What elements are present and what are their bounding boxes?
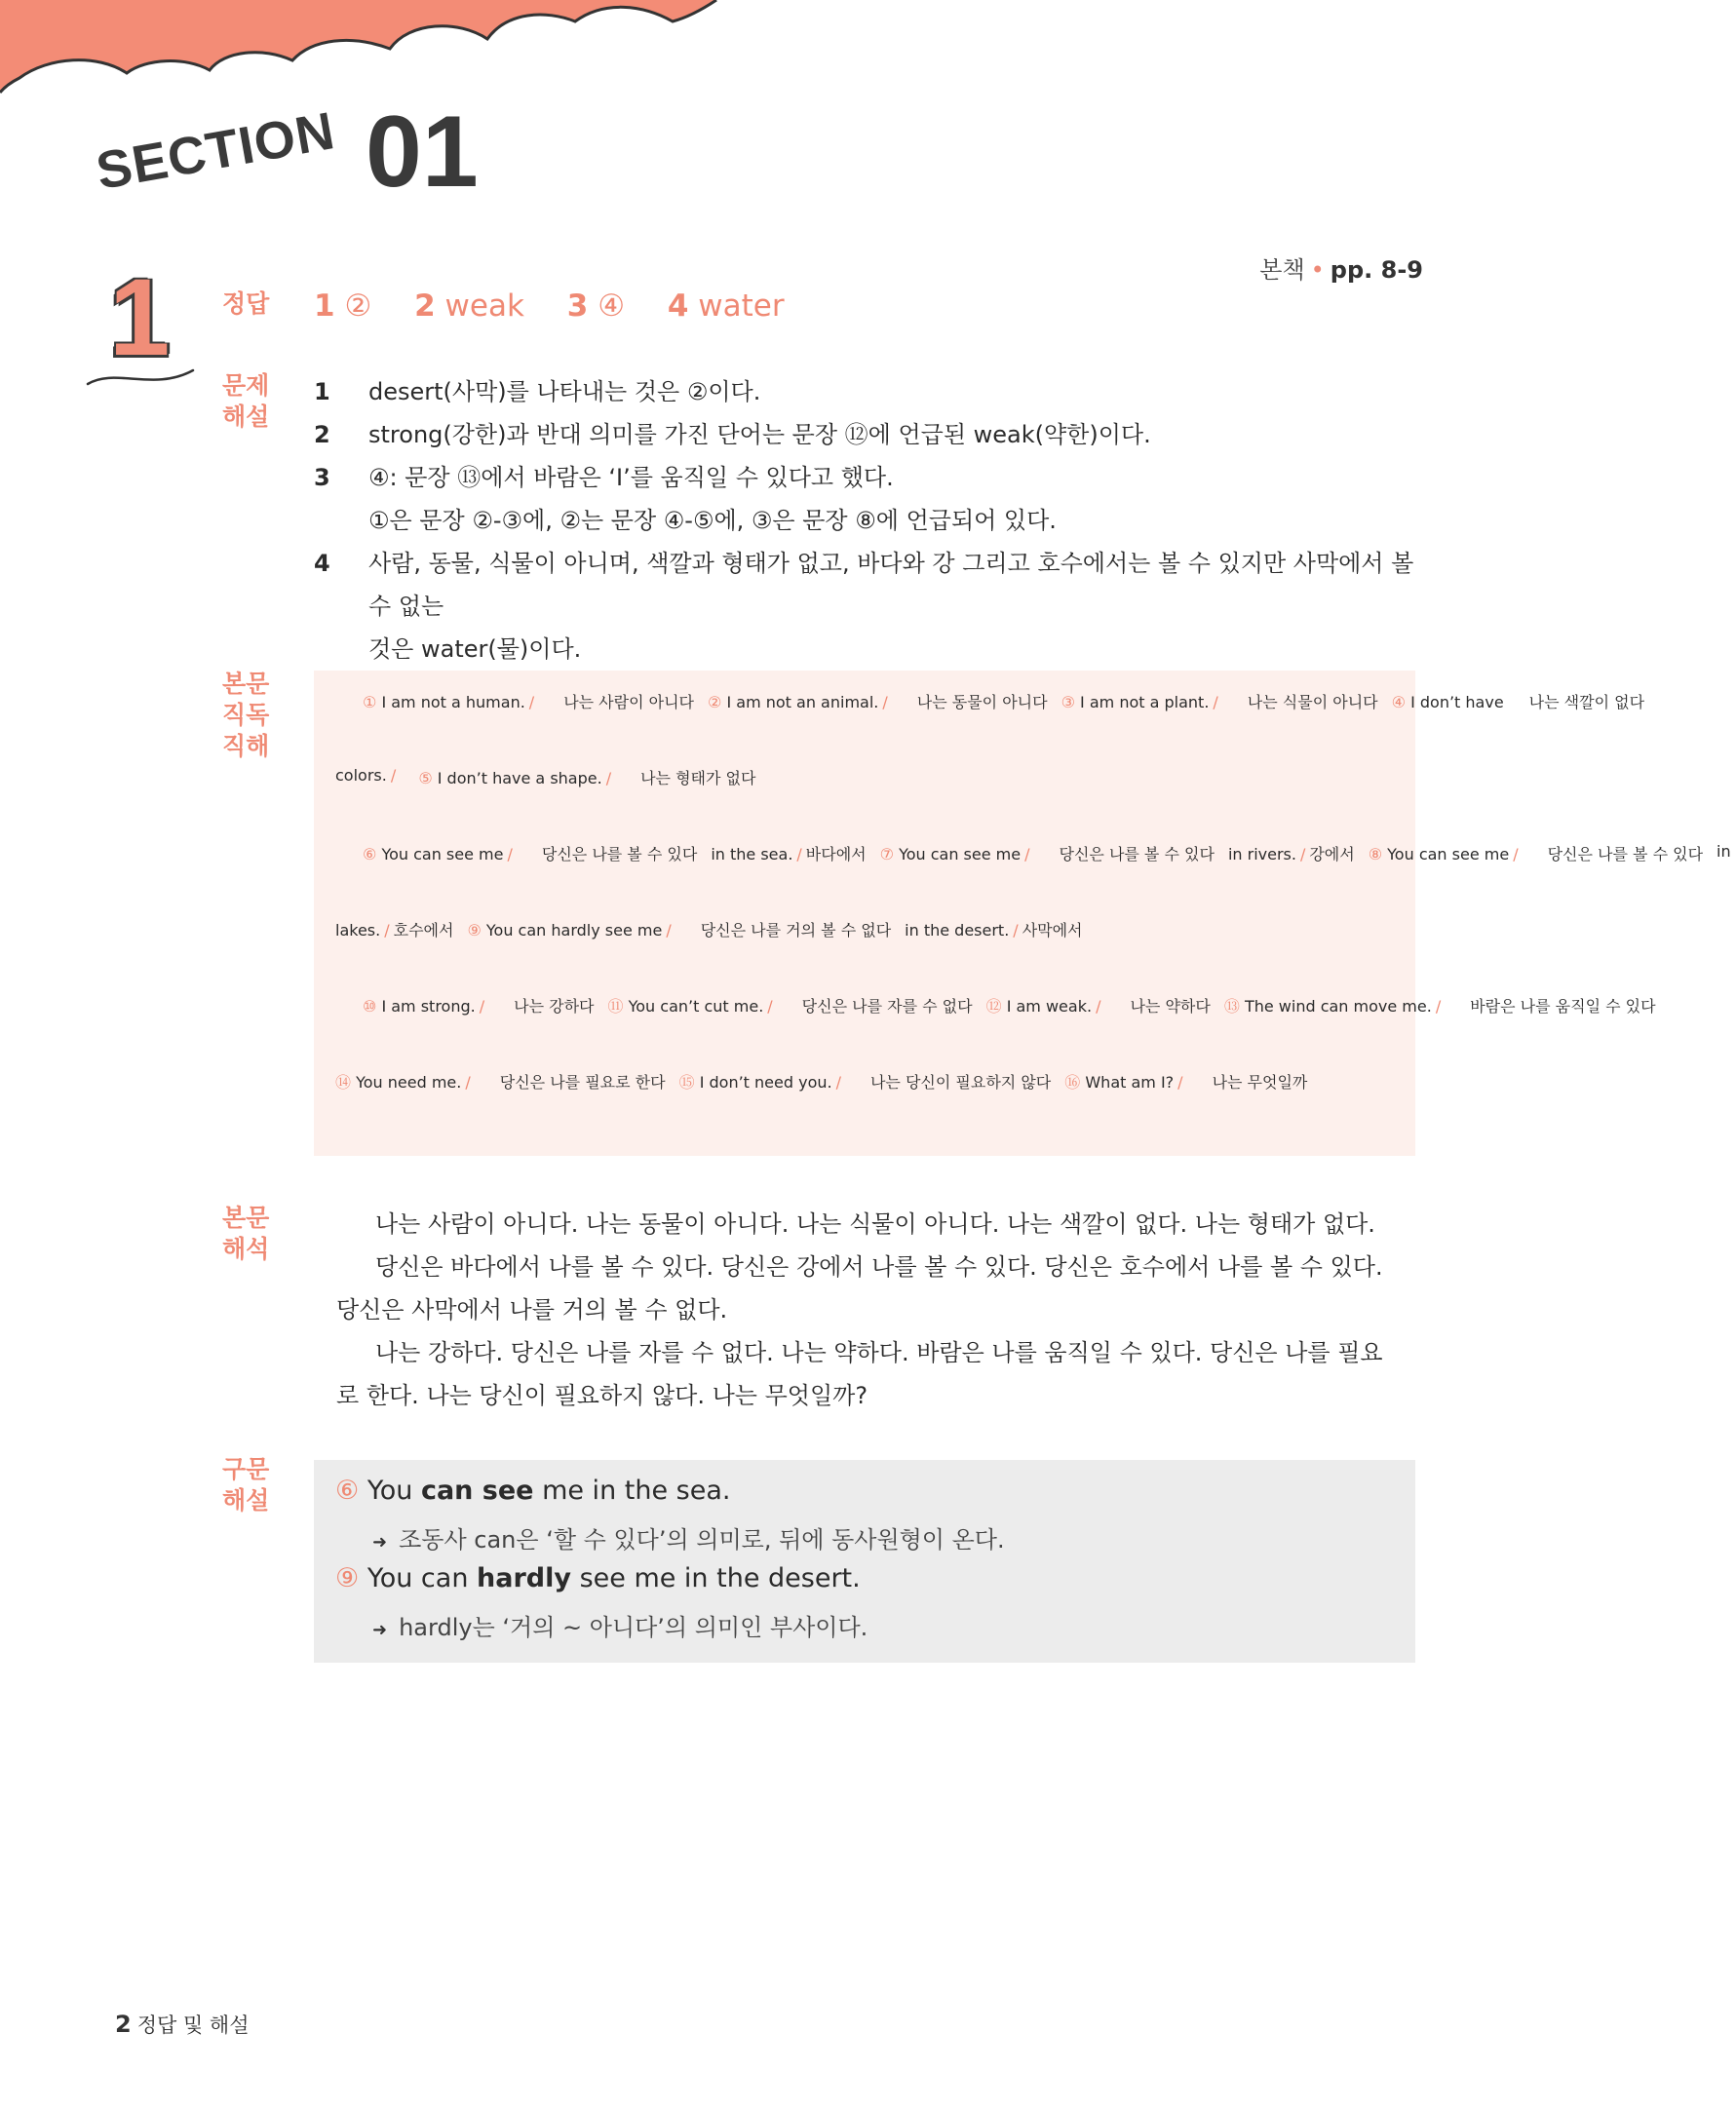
explanation-item: 3 ④: 문장 ⑬에서 바람은 ‘I’를 움직일 수 있다고 했다. ①은 문장 ②-③에, ②는 문장 ④-⑤에, ③은 문장 ⑧에 언급되어 있다. (314, 464, 1057, 534)
sentence-number: ⑬ (1223, 997, 1240, 1016)
sentence-number: ⑦ (879, 845, 894, 863)
reading-chunk (679, 1070, 1052, 1093)
english-chunk: ② I am not an animal. / (708, 693, 888, 711)
reading-chunk (335, 918, 453, 940)
slash-divider: / (465, 1073, 471, 1092)
slash-divider: / (767, 997, 773, 1016)
slash-divider: / (1513, 845, 1519, 863)
slash-divider: / (507, 845, 513, 863)
reading-chunk (986, 994, 1211, 1017)
korean-gloss: 나는 동물이 아니다 (916, 693, 1048, 711)
korean-gloss: 사막에서 (1022, 921, 1083, 940)
english-chunk: ④ I don’t have (1391, 693, 1504, 711)
korean-gloss (400, 766, 405, 785)
korean-gloss: 나는 무엇일까 (1212, 1073, 1308, 1092)
english-chunk: ⑬ The wind can move me. / (1223, 997, 1442, 1016)
reading-chunk (880, 842, 1215, 864)
english-chunk: ⑥ You can see me / (363, 845, 513, 863)
label-direct-reading: 본문 직독 직해 (222, 670, 270, 760)
explanation-item: 2 strong(강한)과 반대 의미를 가진 단어는 문장 ⑫에 언급된 weak(약한)이다. (314, 421, 1151, 448)
reading-chunk (335, 1070, 666, 1093)
sentence-number: ⑩ (363, 997, 377, 1016)
sentence-number: ⑯ (1064, 1073, 1081, 1092)
grammar-note: ➜ 조동사 can은 ‘할 수 있다’의 의미로, 뒤에 동사원형이 온다. (372, 1526, 1005, 1554)
english-chunk: ⑧ You can see me / (1368, 845, 1519, 863)
korean-gloss: 호수에서 (393, 921, 454, 940)
english-chunk: ⑯ What am I? / (1064, 1073, 1183, 1092)
reading-line (363, 690, 1644, 712)
page-footer: 2 정답 및 해설 (115, 2011, 250, 2038)
sentence-number: ⑫ (985, 997, 1002, 1016)
label-grammar: 구문 해설 (222, 1455, 270, 1515)
english-chunk: colors. / (335, 766, 397, 785)
korean-gloss: 당신은 나를 볼 수 있다 (541, 845, 698, 863)
sentence-number: ④ (1391, 693, 1406, 711)
korean-gloss: 바다에서 (805, 845, 867, 863)
slash-divider: / (605, 769, 612, 787)
sentence-number: ⑮ (678, 1073, 695, 1092)
english-chunk: in the desert. / (905, 921, 1019, 940)
korean-gloss: 나는 식물이 아니다 (1247, 693, 1378, 711)
korean-gloss: 나는 약하다 (1130, 997, 1211, 1016)
slash-divider: / (666, 921, 672, 940)
grammar-note: ➜ hardly는 ‘거의 ~ 아니다’의 의미인 부사이다. (372, 1614, 868, 1641)
page-ref-book: 본책 (1259, 256, 1305, 284)
english-chunk: ⑪ You can’t cut me. / (607, 997, 773, 1016)
sentence-number: ① (363, 693, 377, 711)
reading-chunk (335, 766, 405, 788)
reading-chunk (1228, 842, 1355, 864)
english-chunk: ⑮ I don’t need you. / (678, 1073, 841, 1092)
slash-divider: / (1177, 1073, 1183, 1092)
english-chunk: ⑭ You need me. / (335, 1073, 471, 1092)
korean-gloss: 나는 강하다 (514, 997, 595, 1016)
slash-divider: / (796, 845, 802, 863)
reading-chunk (1224, 994, 1656, 1017)
translation-paragraph: 나는 강하다. 당신은 나를 자를 수 없다. 나는 약하다. 바람은 나를 움직일 수 있다. 당신은 나를 필요로 한다. 나는 당신이 필요하지 않다. 나는 무엇일까? (336, 1339, 1383, 1409)
slash-divider: / (479, 997, 485, 1016)
direct-reading-box (314, 671, 1731, 1156)
label-answer: 정답 (222, 289, 270, 318)
label-translation: 본문 해석 (222, 1204, 270, 1263)
translation-text (336, 1203, 1399, 1417)
korean-gloss: 나는 당신이 필요하지 않다 (869, 1073, 1052, 1092)
translation-paragraph: 당신은 바다에서 나를 볼 수 있다. 당신은 강에서 나를 볼 수 있다. 당신은 호수에서 나를 볼 수 있다. 당신은 사막에서 나를 거의 볼 수 없다. (336, 1253, 1383, 1324)
slash-divider: / (1213, 693, 1218, 711)
reading-chunk (363, 690, 694, 712)
answer-item: 2 weak (414, 288, 524, 324)
answer-item: 4 water (667, 288, 785, 324)
reading-chunk (1064, 1070, 1307, 1093)
page-reference (1259, 250, 1423, 285)
sentence-number: ⑪ (607, 997, 624, 1016)
korean-gloss: 강에서 (1309, 845, 1355, 863)
arrow-right-icon: ➜ (372, 1532, 388, 1553)
reading-chunk (1369, 842, 1703, 864)
answer-item: 3 ④ (566, 288, 625, 324)
korean-gloss: 나는 형태가 없다 (640, 769, 756, 787)
korean-gloss: 당신은 나를 볼 수 있다 (1059, 845, 1215, 863)
slash-divider: / (1024, 845, 1030, 863)
translation-paragraph: 나는 사람이 아니다. 나는 동물이 아니다. 나는 식물이 아니다. 나는 색깔이 없다. 나는 형태가 없다. (375, 1210, 1375, 1238)
sentence-number: ⑭ (335, 1073, 352, 1092)
english-chunk: in (1717, 842, 1731, 861)
slash-divider: / (1435, 997, 1442, 1016)
reading-chunk (1392, 690, 1644, 712)
english-chunk: in the sea. / (711, 845, 802, 863)
english-chunk: lakes. / (335, 921, 390, 940)
english-chunk: ⑨ You can hardly see me / (467, 921, 672, 940)
sentence-number: ② (708, 693, 722, 711)
english-chunk: ⑫ I am weak. / (985, 997, 1101, 1016)
sentence-number: ⑨ (467, 921, 482, 940)
reading-chunk (363, 842, 697, 864)
sentence-number: ③ (1061, 693, 1075, 711)
sentence-number: ⑤ (418, 769, 433, 787)
page-ref-pages: pp. 8-9 (1330, 256, 1423, 284)
unit-number: 1 (109, 256, 171, 378)
slash-divider: / (384, 921, 390, 940)
reading-chunk (1061, 690, 1378, 712)
grammar-sentence: ⑥ You can see me in the sea. (335, 1476, 731, 1506)
sentence-number: ⑥ (363, 845, 377, 863)
slash-divider: / (528, 693, 535, 711)
arrow-right-icon: ➜ (372, 1620, 388, 1640)
explanation-item: 1 desert(사막)를 나타내는 것은 ②이다. (314, 378, 761, 405)
grammar-box (314, 1460, 1415, 1663)
section-word: SECTION (92, 101, 340, 202)
slash-divider: / (882, 693, 888, 711)
reading-chunk (708, 690, 1048, 712)
english-chunk: in rivers. / (1227, 845, 1306, 863)
english-chunk: ③ I am not a plant. / (1061, 693, 1218, 711)
korean-gloss: 당신은 나를 필요로 한다 (499, 1073, 666, 1092)
reading-line (335, 918, 1083, 940)
korean-gloss: 나는 색깔이 없다 (1528, 693, 1645, 711)
reading-line (363, 994, 1656, 1017)
korean-gloss: 당신은 나를 볼 수 있다 (1547, 845, 1704, 863)
section-number: 01 (366, 96, 479, 209)
english-chunk: ⑤ I don’t have a shape. / (418, 769, 612, 787)
reading-chunk (418, 766, 755, 788)
english-chunk: ⑦ You can see me / (879, 845, 1030, 863)
korean-gloss: 당신은 나를 거의 볼 수 없다 (700, 921, 892, 940)
slash-divider: / (835, 1073, 841, 1092)
sentence-number: ⑧ (1368, 845, 1383, 863)
grammar-sentence: ⑨ You can hardly see me in the desert. (335, 1563, 861, 1593)
reading-chunk (608, 994, 973, 1017)
english-chunk: ⑩ I am strong. / (363, 997, 485, 1016)
reading-chunk (905, 918, 1082, 940)
answer-list (314, 288, 818, 324)
slash-divider: / (390, 766, 397, 785)
slash-divider: / (1013, 921, 1019, 940)
reading-chunk (711, 842, 866, 864)
english-chunk: ① I am not a human. / (363, 693, 535, 711)
korean-gloss: 당신은 나를 자를 수 없다 (801, 997, 973, 1016)
explanation-list (314, 370, 1425, 671)
explanation-item: 4 사람, 동물, 식물이 아니며, 색깔과 형태가 없고, 바다와 강 그리고 호수에서는 볼 수 있지만 사막에서 볼 수 없는 것은 water(물)이다. (314, 550, 1414, 663)
reading-chunk (467, 918, 891, 940)
reading-chunk (363, 994, 595, 1017)
reading-chunk (1717, 842, 1736, 864)
slash-divider: / (1299, 845, 1306, 863)
reading-line (335, 766, 755, 788)
label-problem-explanation: 문제 해설 (222, 371, 270, 431)
answer-item: 1 ② (314, 288, 372, 324)
korean-gloss: 바람은 나를 움직일 수 있다 (1470, 997, 1656, 1016)
bullet-dot-icon: • (1310, 256, 1325, 284)
slash-divider: / (1096, 997, 1101, 1016)
reading-line (335, 1070, 1307, 1093)
korean-gloss (1731, 842, 1736, 861)
reading-line (363, 842, 1736, 864)
korean-gloss: 나는 사람이 아니다 (563, 693, 695, 711)
swoosh-decoration (86, 363, 203, 392)
